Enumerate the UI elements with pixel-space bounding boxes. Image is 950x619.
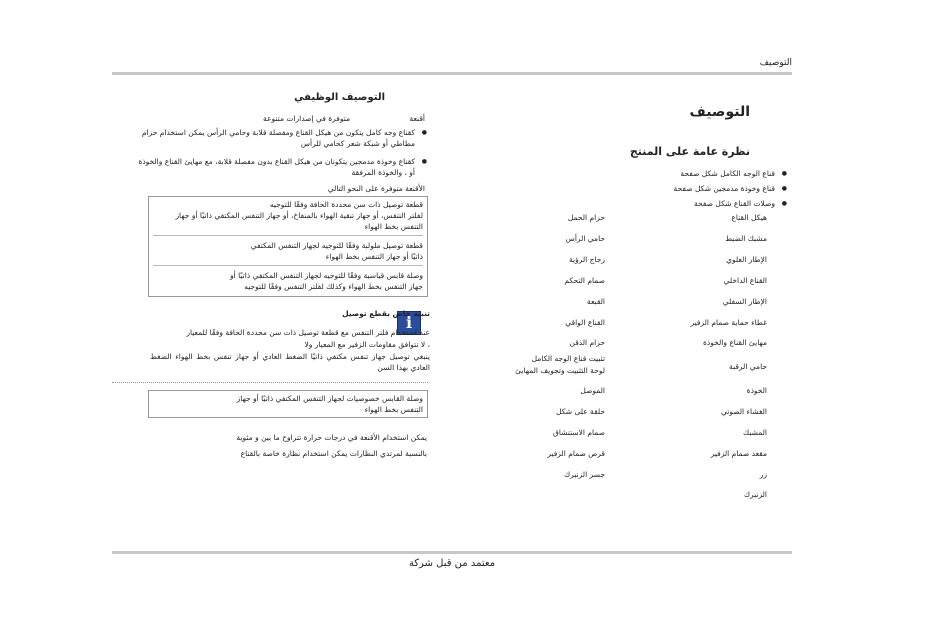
plug-connection-box: [148, 390, 428, 418]
part-label: الموصل: [580, 386, 605, 395]
availability-text: الأقنعة متوفرة على النحو التالي: [327, 184, 425, 193]
description-bullet: ● كقناع وجه كامل يتكون من هيكل القناع ومفصلة قلابة وحامي الرأس يمكن استخدام حزام مطاطي أو شبكة شعر كحامي للرأس: [135, 127, 415, 149]
part-label: تثبيت قناع الوجه الكامل: [531, 354, 605, 363]
section-title: التوصيف: [689, 104, 750, 120]
table-row: [153, 236, 423, 266]
part-label: الغشاء الصوتي: [721, 407, 767, 416]
table-cell: جهاز التنفس بخط الهواء وكذلك لفلتر التنفس وفقًا للتوجيه: [244, 282, 423, 291]
table-cell: وصلة قابس قياسية وفقًا للتوجيه لجهاز التنفس المكتفي ذاتيًا أو: [230, 271, 423, 280]
table-cell: قطعة توصيل ذات سن محددة الحافة وفقًا للتوجيه: [269, 200, 423, 209]
box-line: التنفس بخط الهواء: [364, 405, 423, 414]
part-label: القناع الداخلي: [723, 276, 767, 285]
connection-options-table: [148, 196, 428, 297]
part-label: القناع الواقي: [565, 318, 605, 327]
part-label: الزنبرك: [743, 490, 767, 499]
note-divider: [112, 382, 428, 383]
intro-value: متوفرة في إصدارات متنوعة: [263, 114, 350, 123]
part-label: حامي الرقبة: [729, 362, 767, 371]
part-label: حلقة على شكل: [555, 407, 605, 416]
page-header-section: التوصيف: [759, 58, 792, 68]
footer-divider: [112, 551, 792, 554]
part-label: القبعة: [586, 297, 605, 306]
part-label: صمام الاستنشاق: [553, 428, 605, 437]
part-label: زجاج الرؤية: [568, 255, 605, 264]
part-label: زر: [759, 470, 767, 479]
part-label: الإطار العلوي: [726, 255, 767, 264]
table-row: [153, 266, 423, 294]
table-row: [153, 199, 423, 236]
box-line: وصلة القابس خصوصيات لجهاز التنفس المكتفي ذاتيًا أو جهاز: [236, 394, 423, 403]
glasses-text: بالنسبة لمرتدي النظارات يمكن استخدام نظارة خاصة بالقناع: [240, 449, 427, 458]
part-label: مقعد صمام الزفير: [710, 449, 767, 458]
part-label: الإطار السفلي: [722, 297, 767, 306]
overview-subtitle: نظرة عامة على المنتج: [629, 145, 750, 158]
table-cell: قطعة توصيل ملولبة وفقًا للتوجيه لجهاز التنفس المكتفي: [250, 241, 423, 250]
note-line: عند استخدام فلتر التنفس مع قطعة توصيل ذات سن محددة الحافة وفقًا للمعيار: [186, 328, 430, 337]
part-label: حزام الحمل: [567, 213, 605, 222]
part-label: غطاء حماية صمام الزفير: [690, 318, 767, 327]
part-label: الخوذة: [746, 386, 767, 395]
note-line: ، لا تتوافق مقاومات الزفير مع المعيار ولا: [304, 340, 430, 349]
footer-text: معتمد من قبل شركة: [408, 558, 496, 569]
intro-label: أقنعة: [409, 114, 425, 123]
part-label: صمام التحكم: [564, 276, 605, 285]
part-label: هيكل القناع: [731, 213, 767, 222]
note-line: ينبغي توصيل جهاز تنفس مكتفي ذاتيًا الضغط العادي أو جهاز تنفس بخط الهواء الضغط العادي بهذا السن: [150, 352, 430, 372]
part-label: المشبك: [743, 428, 767, 437]
overview-bullet: ● قناع الوجه الكامل شكل صفحة: [605, 166, 775, 181]
table-cell: ذاتيًا أو جهاز التنفس بخط الهواء: [325, 252, 423, 261]
overview-bullet: ● وصلات القناع شكل صفحة: [605, 196, 775, 211]
header-divider: [112, 72, 792, 75]
temperature-text: يمكن استخدام الأقنعة في درجات حرارة تتراوح ما بين و مئوية: [236, 433, 427, 442]
part-label: مشبك الضبط: [725, 234, 767, 243]
description-bullet: ● كقناع وخوذة مدمجين يتكونان من هيكل القناع بدون مفصلة قلابة، مع مهايئ القناع والخوذة أو ، والخوذة المرفقة: [135, 156, 415, 178]
part-label: قرص صمام الزفير: [547, 449, 605, 458]
part-label: حزام الذقن: [569, 338, 605, 347]
part-label: لوحة التثبيت وتجويف المهايئ: [515, 366, 605, 375]
info-icon: i: [397, 311, 421, 335]
part-label: حامي الرأس: [565, 234, 605, 243]
note-title: تنبيه خاص بقطع توصيل: [342, 309, 430, 318]
part-label: جسر الزنبرك: [563, 470, 605, 479]
table-cell: لفلتر التنفس، أو جهاز تنقية الهواء بالمنفاخ، أو جهاز التنفس المكتفي ذاتيًا أو جهاز التنفس بخط الهواء: [175, 211, 423, 231]
overview-bullet: ● قناع وخوذة مدمجين شكل صفحة: [605, 181, 775, 196]
functional-description-title: التوصيف الوظيفي: [294, 92, 385, 103]
part-label: مهايئ القناع والخوذة: [702, 338, 767, 347]
